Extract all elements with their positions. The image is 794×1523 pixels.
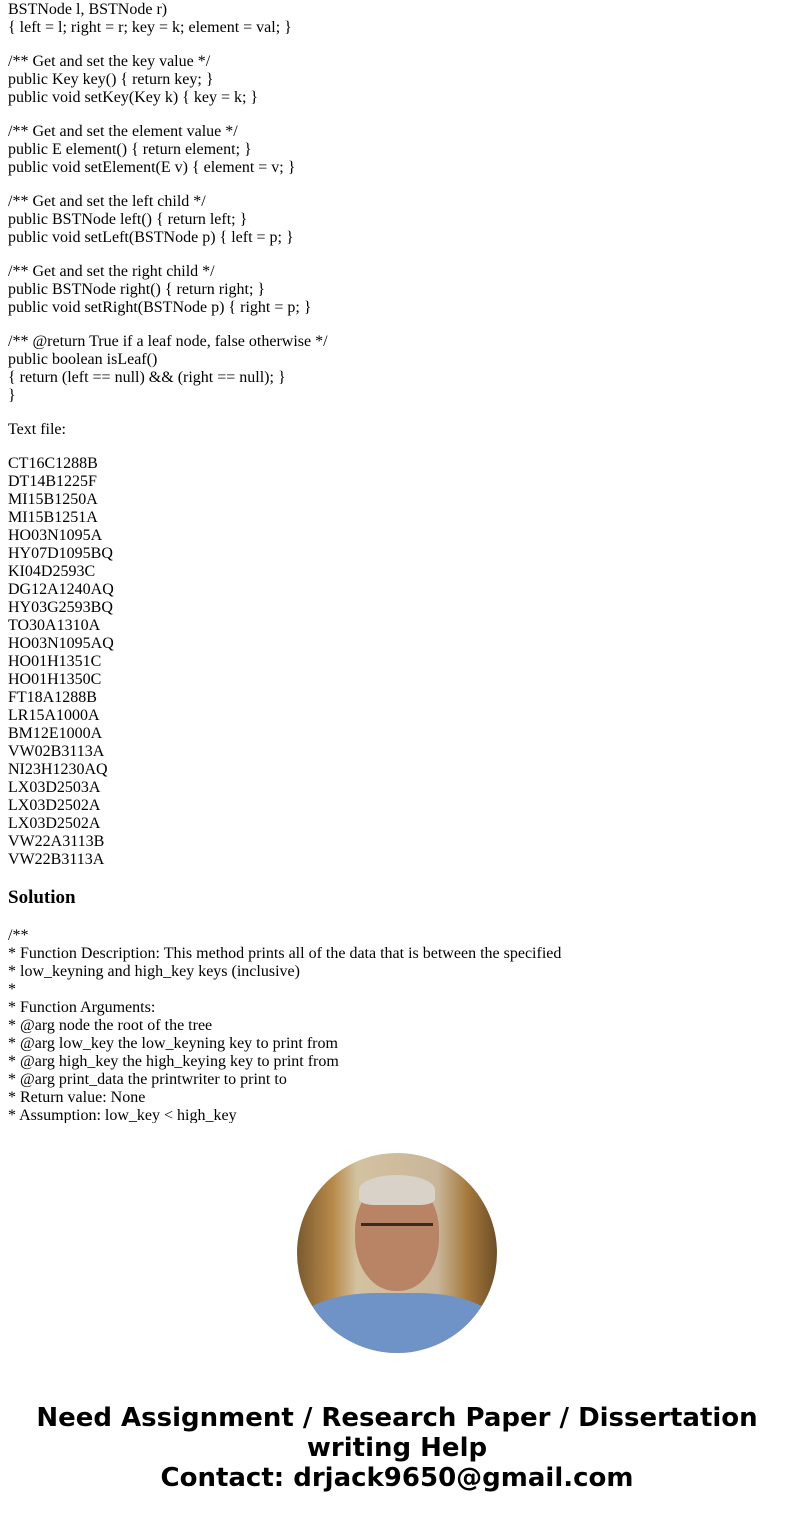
author-photo xyxy=(297,1153,497,1353)
banner-line-1: Need Assignment / Research Paper / Dissertation xyxy=(36,1403,758,1433)
solution-text: /** * Function Description: This method prints all of the data that is between the specified * low_keyning and high_key keys (inclusive) * * Function Arguments: * @arg node the root of the tree * @arg low_key the low_keyning key to print from * @arg high_key the high_keying key to print from * @arg print_data the printwriter to print to * Return value: None * Assumption: low_key < high_key xyxy=(8,927,562,1123)
code-key-accessors: /** Get and set the key value */ public Key key() { return key; } public void setKey(Key k) { key = k; } xyxy=(8,53,259,106)
banner-contact: Contact: drjack9650@gmail.com xyxy=(160,1463,634,1493)
contact-banner xyxy=(0,1403,794,1493)
banner-line-2: writing Help xyxy=(306,1433,488,1463)
code-left-accessors: /** Get and set the left child */ public BSTNode left() { return left; } public void setLeft(BSTNode p) { left = p; } xyxy=(8,193,294,246)
photo-glasses xyxy=(361,1223,433,1244)
text-file-label: Text file: xyxy=(8,421,66,438)
code-right-accessors: /** Get and set the right child */ public BSTNode right() { return right; } public void setRight(BSTNode p) { right = p; } xyxy=(8,263,312,316)
code-isleaf: /** @return True if a leaf node, false otherwise */ public boolean isLeaf() { return (left == null) && (right == null); } } xyxy=(8,333,328,404)
photo-hair xyxy=(359,1175,435,1205)
code-constructor: BSTNode l, BSTNode r) { left = l; right = r; key = k; element = val; } xyxy=(8,1,292,36)
solution-heading: Solution xyxy=(8,887,76,908)
code-element-accessors: /** Get and set the element value */ public E element() { return element; } public void setElement(E v) { element = v; } xyxy=(8,123,296,176)
document-content xyxy=(8,0,788,1123)
text-file-lines: CT16C1288B DT14B1225F MI15B1250A MI15B1251A HO03N1095A HY07D1095BQ KI04D2593C DG12A1240AQ HY03G2593BQ TO30A1310A HO03N1095AQ HO01H1351C HO01H1350C FT18A1288B LR15A1000A BM12E1000A VW02B3113A NI23H1230AQ LX03D2503A LX03D2502A LX03D2502A VW22A3113B VW22B3113A xyxy=(8,455,114,868)
photo-shirt xyxy=(297,1293,497,1353)
